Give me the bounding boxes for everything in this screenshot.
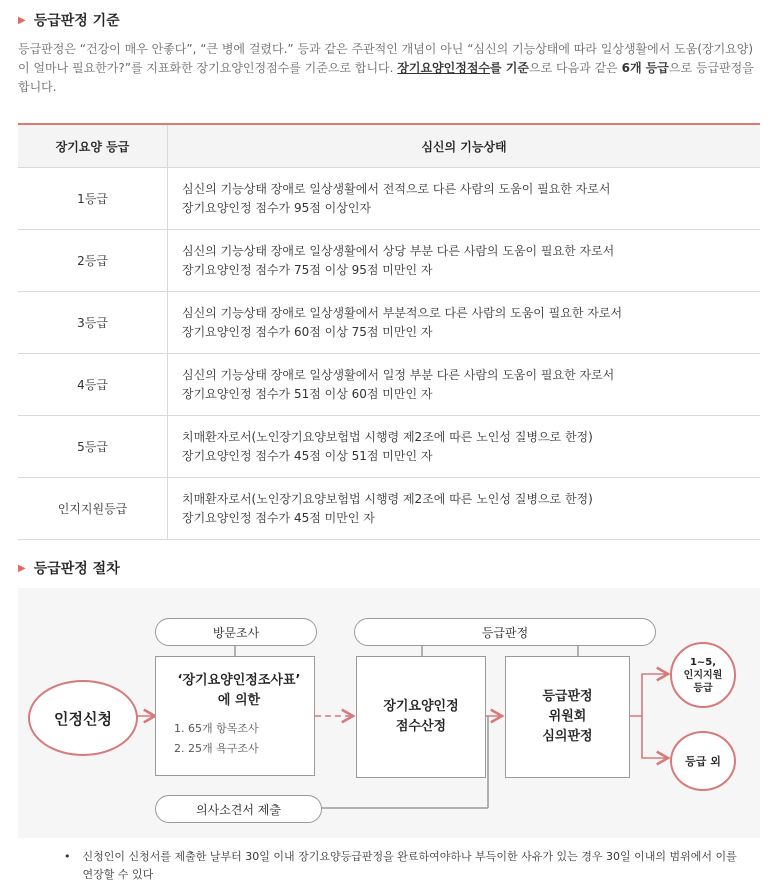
table-row (18, 292, 760, 354)
arrow-to-grades (628, 674, 668, 716)
section-title-criteria (18, 10, 120, 30)
doctor-report-pill: 의사소견서 제출 (155, 795, 322, 823)
section-title-procedure (18, 558, 120, 578)
bullet-arrow-icon: ▶ (18, 14, 26, 26)
note-text: 신청인이 신청서를 제출한 날부터 30일 이내 장기요양등급판정을 완료하여야하나 부득이한 사유가 있는 경우 30일 이내의 범위에서 이를 연장할 수 있다 (82, 850, 737, 881)
score-box (356, 656, 486, 778)
committee-line: 심의판정 (542, 729, 593, 744)
table-row (18, 168, 760, 230)
condition-line: 심신의 기능상태 장애로 일상생활에서 부분적으로 다른 사람의 도움이 필요한 자로서 (182, 305, 623, 320)
arrow-to-outside (642, 716, 668, 758)
survey-title (174, 671, 304, 711)
survey-item: 2. 25개 욕구조사 (174, 742, 259, 755)
score-line: 장기요양인정 점수가 75점 이상 95점 미만인 자 (182, 262, 433, 277)
table-header-row (18, 124, 760, 168)
result-line: 인지지원 (683, 669, 723, 681)
intro-highlight-basis: 를 기준 (490, 61, 529, 75)
survey-box (155, 656, 315, 776)
intro-highlight-grades: 6개 등급 (621, 61, 669, 75)
score-line: 장기요양인정 점수가 45점 미만인 자 (182, 510, 375, 525)
grade-cell: 3등급 (18, 292, 168, 354)
score-line: 장기요양인정 점수가 60점 이상 75점 미만인 자 (182, 324, 433, 339)
procedure-diagram (18, 588, 760, 838)
intro-text-1: 등급판정은 “건강이 매우 안좋다”, “큰 병에 걸렸다.” 등과 같은 주관적인 개념이 아닌 “심신의 기능상태에 따라 일상생활에서 도움(장기요양)이 얼마나 필요한가?”를 지표화한 장기요양인정점수를 기준으로 합니다. (18, 42, 754, 75)
bullet-arrow-icon: ▶ (18, 562, 26, 574)
survey-item: 1. 65개 항목조사 (174, 722, 259, 735)
intro-text-3: 으로 등급판정을 합니다. (18, 61, 754, 94)
condition-line: 치매환자로서(노인장기요양보험법 시행령 제2조에 따른 노인성 질병으로 한정) (182, 429, 593, 444)
committee-line: 등급판정 (542, 689, 593, 704)
grade-result-circle (670, 642, 736, 708)
survey-title-line2: 에 의한 (217, 693, 261, 708)
section-title-text: 등급판정 절차 (33, 561, 120, 577)
table-row (18, 230, 760, 292)
outside-grade-circle: 등급 외 (670, 731, 736, 791)
intro-highlight-score: 장기요양인정점수 (397, 61, 491, 75)
result-line: 등급 (693, 682, 713, 694)
score-line: 장기요양인정 점수가 45점 이상 51점 미만인 자 (182, 448, 433, 463)
start-circle: 인정신청 (28, 680, 138, 756)
grade-cell: 인지지원등급 (18, 478, 168, 540)
header-condition: 심신의 기능상태 (168, 124, 761, 168)
survey-title-line1: ‘장기요양인정조사표’ (177, 673, 301, 688)
condition-cell (168, 478, 761, 540)
grade-cell: 1등급 (18, 168, 168, 230)
score-line: 점수산정 (395, 719, 447, 734)
grade-cell: 4등급 (18, 354, 168, 416)
result-line: 1~5, (689, 656, 717, 668)
condition-line: 치매환자로서(노인장기요양보험법 시행령 제2조에 따른 노인성 질병으로 한정) (182, 491, 593, 506)
procedure-note (64, 848, 744, 884)
intro-paragraph (18, 40, 758, 97)
score-line: 장기요양인정 점수가 95점 이상인자 (182, 200, 372, 215)
table-row (18, 478, 760, 540)
grade-table (18, 123, 760, 540)
table-row (18, 354, 760, 416)
grade-cell: 5등급 (18, 416, 168, 478)
visit-survey-pill: 방문조사 (155, 618, 317, 646)
condition-cell (168, 168, 761, 230)
condition-cell (168, 416, 761, 478)
header-grade: 장기요양 등급 (18, 124, 168, 168)
condition-line: 심신의 기능상태 장애로 일상생활에서 전적으로 다른 사람의 도움이 필요한 자로서 (182, 181, 611, 196)
grade-cell: 2등급 (18, 230, 168, 292)
condition-cell (168, 354, 761, 416)
bullet-dot-icon: • (64, 850, 71, 863)
intro-text-2: 으로 다음과 같은 (529, 61, 622, 75)
survey-items (174, 719, 304, 759)
condition-line: 심신의 기능상태 장애로 일상생활에서 상당 부분 다른 사람의 도움이 필요한 자로서 (182, 243, 615, 258)
condition-cell (168, 292, 761, 354)
score-line: 장기요양인정 (383, 699, 459, 714)
condition-line: 심신의 기능상태 장애로 일상생활에서 일정 부분 다른 사람의 도움이 필요한 자로서 (182, 367, 615, 382)
table-row (18, 416, 760, 478)
committee-box (505, 656, 630, 778)
section-title-text: 등급판정 기준 (33, 13, 120, 29)
score-line: 장기요양인정 점수가 51점 이상 60점 미만인 자 (182, 386, 433, 401)
grading-pill: 등급판정 (354, 618, 656, 646)
condition-cell (168, 230, 761, 292)
committee-line: 위원회 (548, 709, 587, 724)
